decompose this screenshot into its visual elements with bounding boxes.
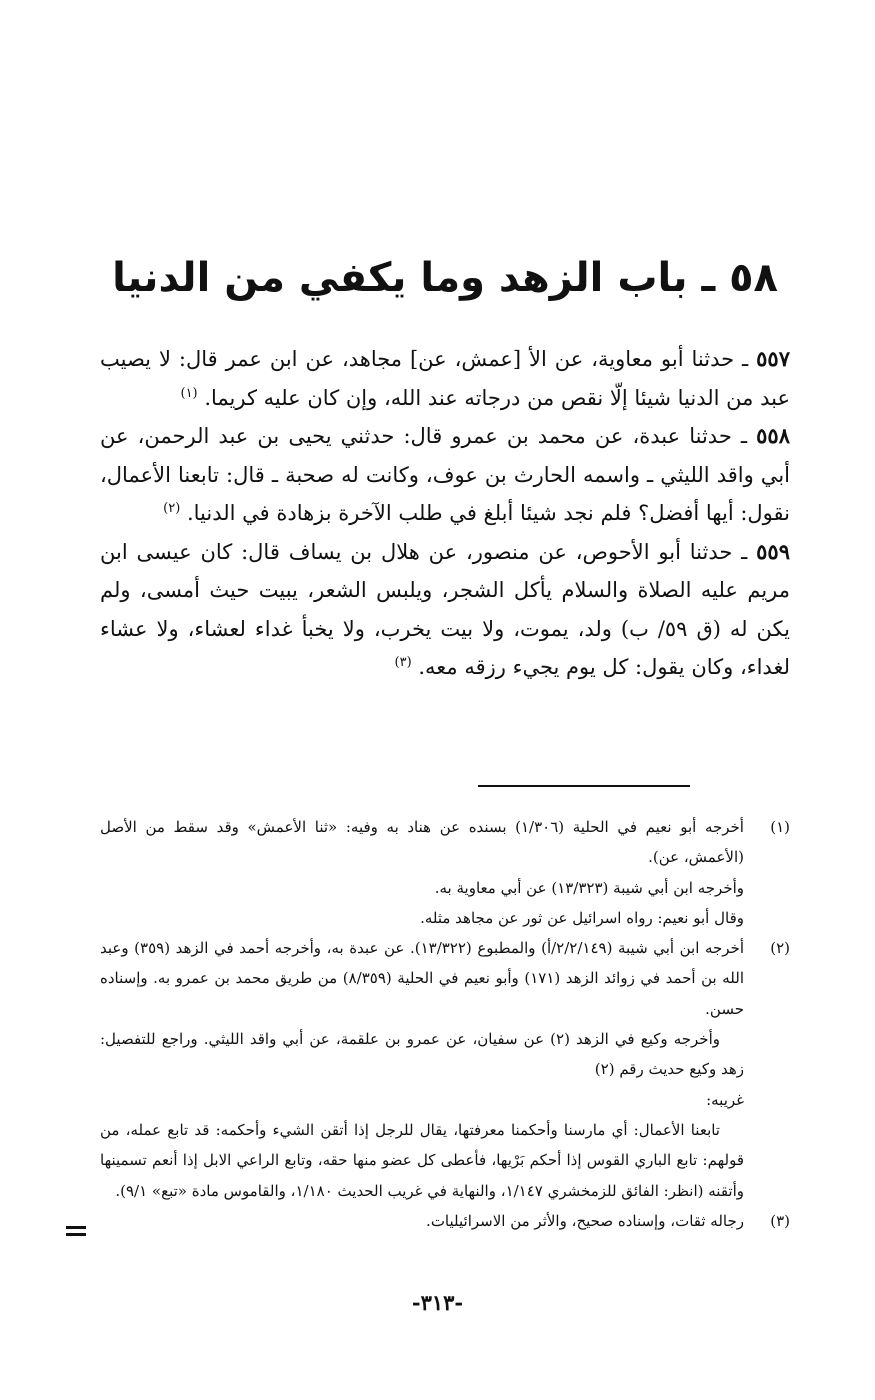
hadith-557 — [100, 340, 790, 417]
hadith-number: ٥٥٨ — [756, 423, 790, 448]
hadith-558 — [100, 417, 790, 533]
footnote-body — [100, 933, 744, 1206]
footnote-2 — [100, 933, 790, 1206]
footnote-paragraph: رجاله ثقات، وإسناده صحيح، والأثر من الاسرائيليات. — [426, 1211, 744, 1230]
footnote-separator — [478, 785, 690, 787]
hadith-text: ـ حدثنا عبدة، عن محمد بن عمرو قال: حدثني يحيى بن عبد الرحمن، عن أبي واقد الليثي ـ واسمه الحارث بن عوف، وكانت له صحبة ـ قال: تابعنا الأعمال، نقول: أيها أفضل؟ فلم نجد شيئا أبلغ في طلب الآخرة بزهادة في الدنيا. — [100, 424, 790, 525]
footnote-body — [100, 812, 744, 933]
gloss-heading: غريبه: — [706, 1090, 744, 1109]
footnote-number: (١) — [770, 818, 790, 836]
footnote-reference[interactable]: (٢) — [163, 501, 181, 516]
footnote-reference[interactable]: (١) — [180, 385, 198, 401]
hadith-559 — [100, 533, 790, 687]
chapter-title: ٥٨ ـ باب الزهد وما يكفي من الدنيا — [112, 255, 778, 301]
footnote-number: (٣) — [770, 1211, 790, 1230]
hadith-number: ٥٥٩ — [756, 538, 790, 564]
footnote-paragraph: أخرجه أبو نعيم في الحلية (١/٣٠٦) بسنده عن هناد به وفيه: «ثنا الأعمش» وقد سقط من الأصل (الأعمش، عن). — [100, 818, 744, 867]
page-number: -٣١٣- — [411, 1290, 464, 1315]
footnotes-section — [100, 812, 790, 1236]
hadith-text: ـ حدثنا أبو معاوية، عن الأ [عمش، عن] مجاهد، عن ابن عمر قال: لا يصيب عبد من الدنيا شيئا إلّا نقص من درجاته عند الله، وإن كان عليه كريما. — [100, 347, 790, 410]
footnote-body — [100, 1206, 744, 1236]
footnote-paragraph: وقال أبو نعيم: رواه اسرائيل عن ثور عن مجاهد مثله. — [420, 908, 744, 927]
footnote-paragraph: أخرجه ابن أبي شيبة (٢/٢/١٤٩/أ) والمطبوع (١٣/٣٢٢). عن عبدة به، وأخرجه أحمد في الزهد (٣٥٩) وعبد الله بن أحمد في زوائد الزهد (١٧١) وأبو نعيم في الحلية (٨/٣٥٩) من طريق محمد بن عمرو به. وإسناده حسن. — [100, 939, 744, 1018]
hadith-text: ـ حدثنا أبو الأحوص، عن منصور، عن هلال بن يساف قال: كان عيسى ابن مريم عليه الصلاة والسلام يأكل الشجر، ويلبس الشعر، يبيت حيث أمسى، ولم يكن له (ق ٥٩/ ب) ولد، يموت، ولا بيت يخرب، ولا يخبأ غداء لعشاء، ولا عشاء لغداء، وكان يقول: كل يوم يجيء رزقه معه. — [100, 539, 790, 679]
hadith-section — [100, 340, 790, 687]
footnote-1 — [100, 812, 790, 933]
gloss-text: تابعنا الأعمال: أي مارسنا وأحكمنا معرفتها، يقال للرجل إذا أتقن الشيء وأحكمه: قد تابع عمله، من قولهم: تابع الباري القوس إذا أحكم بَرْيها، فأعطى كل عضو منها حقه، وتابع الراعي الابل إذا أنعم تسمينها وأتقنه (انظر: الفائق للزمخشري ١/١٤٧، والنهاية في غريب الحديث ١/١٨٠، والقاموس مادة «تبع» ٩/١). — [100, 1120, 744, 1200]
footnote-paragraph: وأخرجه ابن أبي شيبة (١٣/٣٢٣) عن أبي معاوية به. — [434, 878, 744, 897]
footnote-paragraph: وأخرجه وكيع في الزهد (٢) عن سفيان، عن عمرو بن علقمة، عن أبي واقد الليثي. وراجع للتفصيل: زهد وكيع حديث رقم (٢) — [100, 1030, 744, 1079]
footnote-3 — [100, 1206, 790, 1236]
footnote-reference[interactable]: (٣) — [394, 655, 412, 670]
hadith-number: ٥٥٧ — [756, 346, 790, 371]
footnote-number: (٢) — [770, 939, 790, 958]
margin-mark — [66, 1226, 86, 1238]
